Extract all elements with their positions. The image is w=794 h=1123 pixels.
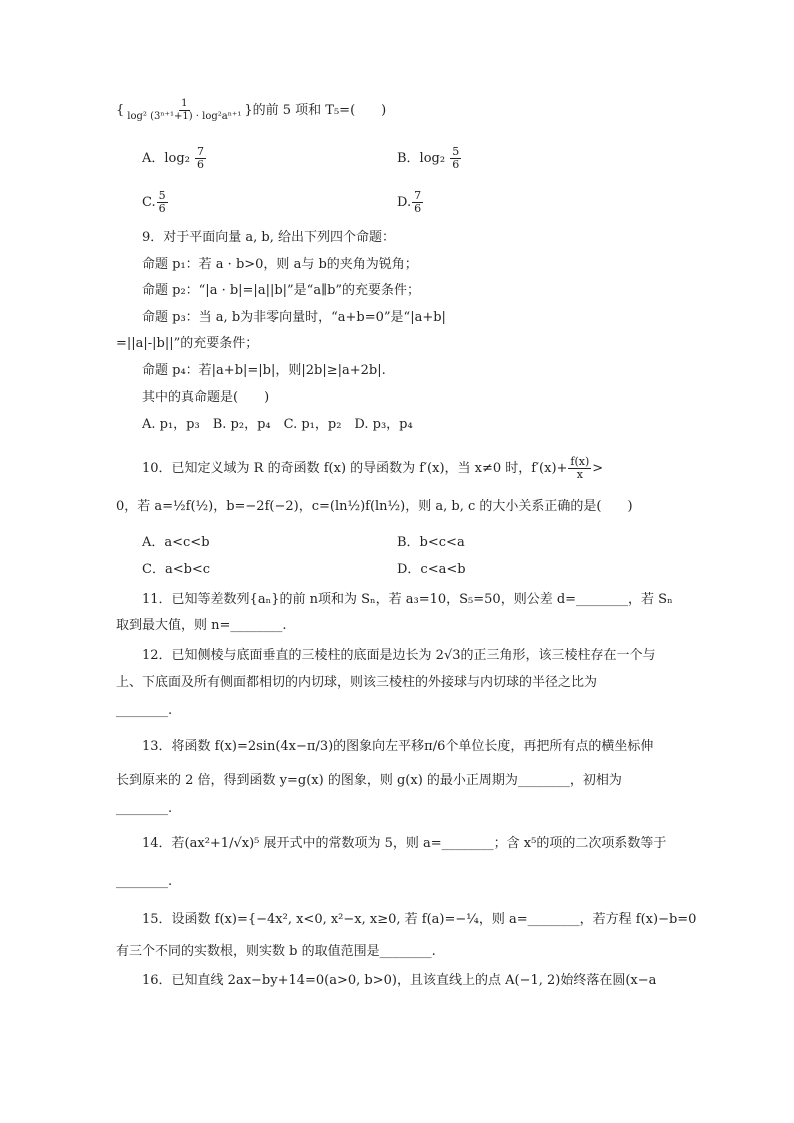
q8-option-c — [142, 190, 169, 215]
q13-line-3: ________. — [116, 801, 173, 816]
q13-line-1: 13．将函数 f(x)=2sin(4x−π/3)的图象向左平移π/6个单位长度，再把所有点的横坐标伸 — [142, 739, 654, 754]
q8-opt-c-fraction — [157, 190, 168, 215]
q8-opt-a-label: A．log₂ — [142, 151, 190, 166]
q16-line-1: 16．已知直线 2ax−by+14=0(a>0, b>0)，且该直线上的点 A(−1, 2)始终落在圆(x−a — [142, 973, 657, 988]
q10-frac-den: x — [576, 468, 583, 481]
q8-opt-a-den: 6 — [197, 158, 205, 171]
q10-stem-post: > — [592, 461, 604, 476]
q8-opt-d-num: 7 — [414, 189, 422, 202]
q8-opt-b-fraction — [450, 146, 461, 171]
q8-opt-c-label: C. — [142, 195, 156, 210]
q12-line-1: 12．已知侧棱与底面垂直的三棱柱的底面是边长为 2√3的正三角形，该三棱柱存在一个与 — [142, 648, 656, 663]
q11-line-1: 11．已知等差数列{aₙ}的前 n项和为 Sₙ，若 a₃=10，S₅=50，则公差 d=________，若 Sₙ — [142, 592, 673, 607]
q8-option-d — [397, 190, 424, 215]
q11-line-2: 取到最大值，则 n=________. — [116, 618, 287, 633]
q10-option-b: B．b<c<a — [397, 535, 465, 550]
q9-proposition-1: 命题 p₁：若 a · b>0，则 a与 b的夹角为锐角； — [142, 257, 418, 272]
q10-fraction — [568, 456, 591, 481]
q9-question: 其中的真命题是( ) — [142, 390, 270, 405]
q8-opt-d-fraction — [412, 190, 423, 215]
q8-opt-a-fraction — [195, 146, 206, 171]
q8-opt-b-den: 6 — [452, 158, 460, 171]
q8-stem — [116, 98, 386, 123]
q8-frac-den: log² (3ⁿ⁺¹+1) · log²aⁿ⁺¹ — [127, 111, 242, 122]
q9-proposition-2: 命题 p₂：“|a · b|=|a||b|”是“a∥b”的充要条件； — [142, 283, 421, 298]
q10-option-a: A．a<c<b — [142, 535, 210, 550]
q9-proposition-4: 命题 p₄：若|a+b|=|b|，则|2b|≥|a+2b|. — [142, 363, 386, 378]
q8-opt-a-num: 7 — [197, 145, 205, 158]
q14-line-2: ________. — [116, 874, 173, 889]
q8-opt-b-label: B．log₂ — [397, 151, 446, 166]
q9-proposition-3-cont: =||a|-|b||”的充要条件； — [116, 336, 259, 351]
q12-line-2: 上、下底面及所有侧面都相切的内切球，则该三棱柱的外接球与内切球的半径之比为 — [116, 675, 598, 690]
q8-opt-d-den: 6 — [414, 202, 422, 215]
q10-option-d: D．c<a<b — [397, 562, 466, 577]
q8-opt-d-label: D. — [397, 195, 412, 210]
q8-stem-pre: { — [116, 103, 125, 118]
q8-stem-fraction — [125, 98, 243, 123]
q8-opt-c-den: 6 — [158, 202, 166, 215]
q10-stem-line-2: 0，若 a=½f(½)，b=−2f(−2)，c=(ln½)f(ln½)，则 a, b, c 的大小关系正确的是( ) — [116, 499, 633, 514]
q12-line-3: ________. — [116, 703, 173, 718]
q13-line-2: 长到原来的 2 倍，得到函数 y=g(x) 的图象，则 g(x) 的最小正周期为________，初相为 — [116, 773, 622, 788]
q10-stem-line-1 — [142, 456, 603, 481]
q10-stem-pre: 10．已知定义域为 R 的奇函数 f(x) 的导函数为 f′(x)，当 x≠0 时，f′(x)+ — [142, 461, 568, 476]
q10-frac-num: f(x) — [570, 455, 590, 468]
q9-options: A. p₁，p₃ B. p₂，p₄ C. p₁，p₂ D. p₃，p₄ — [142, 417, 413, 432]
q9-stem: 9．对于平面向量 a, b, 给出下列四个命题： — [142, 230, 396, 245]
q15-line-1: 15．设函数 f(x)={−4x², x<0, x²−x, x≥0, 若 f(a)=−¼，则 a=________，若方程 f(x)−b=0 — [142, 912, 697, 927]
q8-opt-b-num: 5 — [452, 145, 460, 158]
q10-option-c: C．a<b<c — [142, 562, 211, 577]
q8-stem-post: }的前 5 项和 T₅=( ) — [244, 103, 387, 118]
q14-line-1: 14．若(ax²+1/√x)⁵ 展开式中的常数项为 5，则 a=________；含 x⁵的项的二次项系数等于 — [142, 836, 667, 851]
q8-frac-num: 1 — [181, 98, 188, 109]
q9-proposition-3: 命题 p₃：当 a, b为非零向量时，“a+b=0”是“|a+b| — [142, 310, 446, 325]
q15-line-2: 有三个不同的实数根，则实数 b 的取值范围是________. — [116, 944, 436, 959]
q8-opt-c-num: 5 — [158, 189, 166, 202]
q8-option-a — [142, 146, 207, 171]
q8-option-b — [397, 146, 462, 171]
